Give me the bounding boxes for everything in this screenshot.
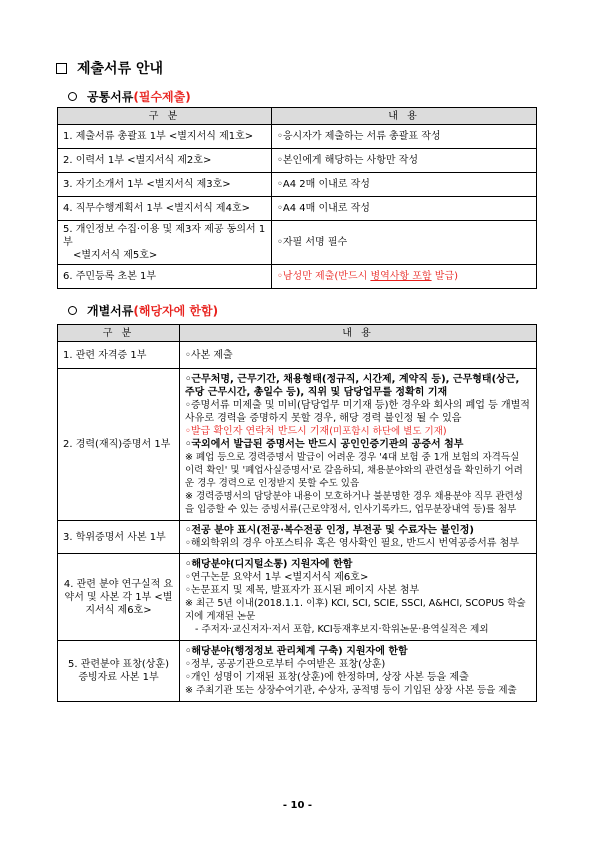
table-row: 4. 관련 분야 연구실적 요약서 및 사본 각 1부 <별지서식 제6호> ◦해당분야(디지털소통) 지원자에 한함 ◦연구논문 요약서 1부 <별지서식 제6호> ◦논문표지 및 제목, 발표자가 표시된 페이지 사본 첨부 ※ 최근 5년 이내(2018.1.1. 이후) KCI, SCI, SCIE, SSCI, A&HCI, SCOPUS 학술지에 게재된 논문 - 주저자·교신저자·저서 포함, KCI등재후보지·학위논문·용역실적은 제외: [58, 554, 537, 641]
page-title: [56, 58, 163, 78]
table-row: 3. 학위증명서 사본 1부 ◦전공 분야 표시(전공·복수전공 인정, 부전공 및 수료자는 불인정) ◦해외학위의 경우 아포스티유 혹은 영사확인 필요, 반드시 번역공증서류 첨부: [58, 521, 537, 554]
page-title-text: 제출서류 안내: [77, 61, 164, 77]
table-row: 5. 관련분야 표창(상훈) 증빙자료 사본 1부 ◦해당분야(행정정보 관리체계 구축) 지원자에 한함 ◦정부, 공공기관으로부터 수여받은 표창(상훈) ◦개인 성명이 기재된 표창(상훈)에 한정하며, 상장 사본 등을 제출 ※ 주최기관 또는 상장수여기관, 수상자, 공적명 등이 기입된 상장 사본 등을 제출: [58, 641, 537, 702]
table-header-row: [58, 325, 537, 342]
circle-bullet-icon: [68, 92, 77, 101]
square-bullet-icon: [56, 63, 67, 74]
circle-bullet-icon: [68, 306, 77, 315]
header-content: 내 용: [272, 108, 537, 125]
header-kind: 구 분: [58, 325, 180, 342]
table-row: 3. 자기소개서 1부 <별지서식 제3호> ◦A4 2매 이내로 작성: [58, 173, 537, 197]
section1-heading: 공통서류 (필수제출): [68, 88, 191, 105]
table-row: 2. 이력서 1부 <별지서식 제2호> ◦본인에게 해당하는 사항만 작성: [58, 149, 537, 173]
individual-documents-table: [57, 324, 537, 702]
header-kind: 구 분: [58, 108, 272, 125]
page-number: - 10 -: [282, 800, 313, 811]
table-row: 6. 주민등록 초본 1부 ◦남성만 제출(반드시 병역사항 포함 발급): [58, 265, 537, 289]
header-content: 내 용: [180, 325, 537, 342]
table-row: 4. 직무수행계획서 1부 <별지서식 제4호> ◦A4 4매 이내로 작성: [58, 197, 537, 221]
table-row: 2. 경력(재직)증명서 1부 ◦근무처명, 근무기간, 채용형태(정규직, 시간제, 계약직 등), 근무형태(상근, 주당 근무시간, 총일수 등), 직위 및 담당업무를 정확히 기재 ◦증명서류 미제출 및 미비(담당업무 미기재 등)한 경우와 회사의 폐업 등 개별적 사유로 경력을 증명하지 못할 경우, 해당 경력 불인정 될 수 있음 ◦발급 확인자 연락처 반드시 기재(미포함시 하단에 별도 기재) ◦국외에서 발급된 증명서는 반드시 공인인증기관의 공증서 첨부 ※ 폐업 등으로 경력증명서 발급이 어려운 경우 '4대 보험 중 1개 보험의 자격득실 이력 확인' 및 '폐업사실증명서'로 갈음하되, 채용분야와의 관련성을 확인하기 어려운 경우 경력으로 인정받지 못할 수도 있음 ※ 경력증명서의 담당분야 내용이 모호하거나 불분명한 경우 채용분야 직무 관련성을 입증할 수 있는 증빙서류(근로약정서, 인사기록카드, 업무분장내역 등)를 첨부: [58, 369, 537, 521]
common-documents-table: [57, 107, 537, 289]
section2-heading: 개별서류 (해당자에 한함): [68, 302, 218, 319]
table-row: 1. 제출서류 총괄표 1부 <별지서식 제1호> ◦응시자가 제출하는 서류 총괄표 작성: [58, 125, 537, 149]
table-row: 5. 개인정보 수집·이용 및 제3자 제공 동의서 1부 <별지서식 제5호> ◦자필 서명 필수: [58, 221, 537, 265]
table-header-row: [58, 108, 537, 125]
table-row: 1. 관련 자격증 1부 ◦사본 제출: [58, 342, 537, 369]
